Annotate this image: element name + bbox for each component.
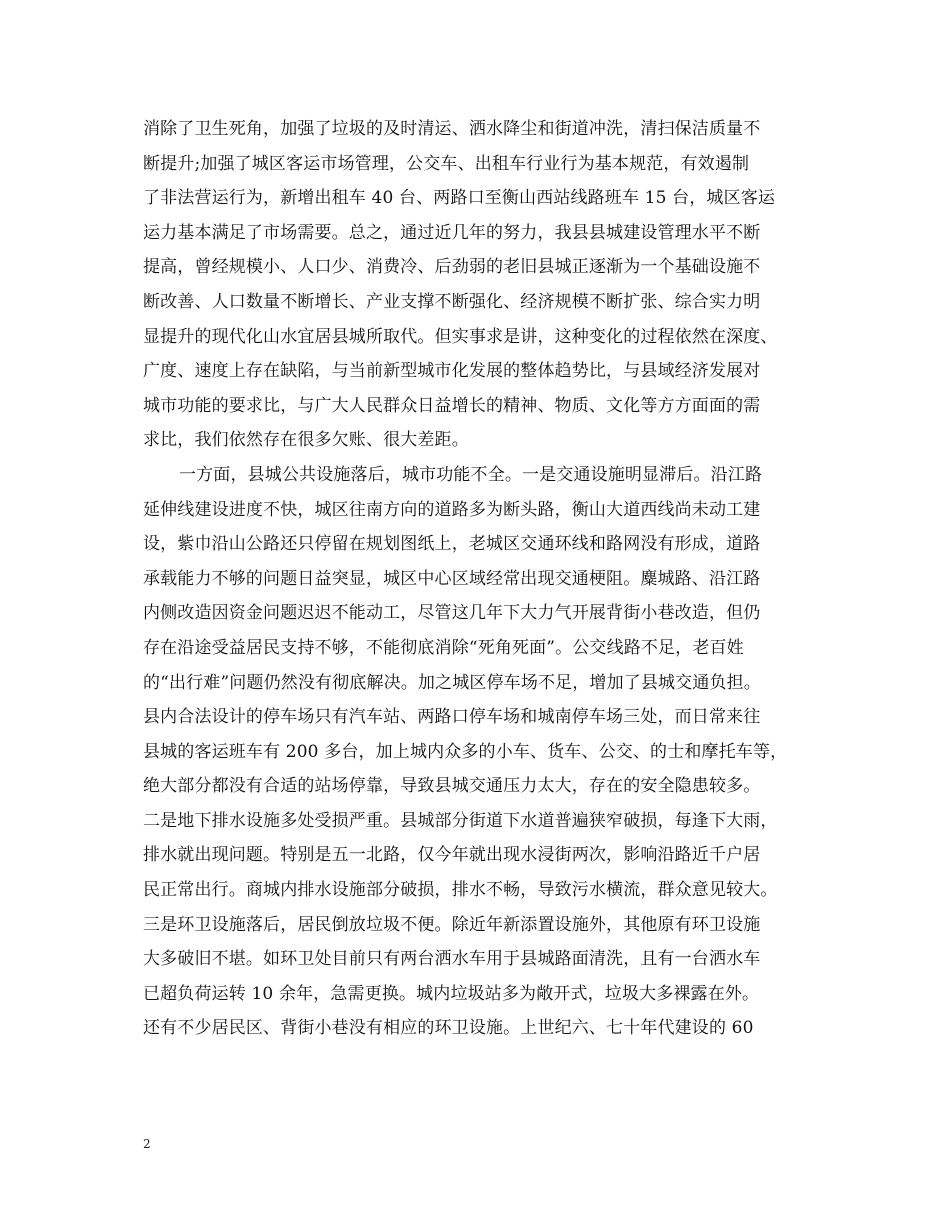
text-line: 设，紫巾沿山公路还只停留在规划图纸上，老城区交通环线和路网没有形成，道路: [143, 534, 761, 555]
text-line: 二是地下排水设施多处受损严重。县城部分街道下水道普遍狭窄破损，每逢下大雨，: [143, 810, 778, 831]
text-line: 的“出行难”问题仍然没有彻底解决。加之城区停车场不足，增加了县城交通负担。: [143, 672, 761, 693]
text-line: 延伸线建设进度不快，城区往南方向的道路多为断头路，衡山大道西线尚未动工建: [143, 499, 761, 520]
text-line: 已超负荷运转 10 余年，急需更换。城内垃圾站多为敞开式，垃圾大多裸露在外。: [143, 983, 760, 1004]
page-number: 2: [143, 1137, 151, 1151]
text-line: 还有不少居民区、背街小巷没有相应的环卫设施。上世纪六、七十年代建设的 60: [143, 1018, 754, 1039]
text-line: 县内合法设计的停车场只有汽车站、两路口停车场和城南停车场三处，而日常来往: [143, 707, 761, 728]
text-line: 内侧改造因资金问题迟迟不能动工，尽管这几年下大力气开展背街小巷改造，但仍: [143, 603, 761, 624]
text-line: 三是环卫设施落后，居民倒放垃圾不便。除近年新添置设施外，其他原有环卫设施: [143, 914, 761, 935]
text-line: 了非法营运行为，新增出租车 40 台、两路口至衡山西站线路班车 15 台，城区客运: [143, 188, 776, 209]
text-line: 县城的客运班车有 200 多台，加上城内众多的小车、货车、公交、的士和摩托车等，: [143, 741, 788, 762]
text-line: 广度、速度上存在缺陷，与当前新型城市化发展的整体趋势比，与县域经济发展对: [143, 361, 761, 382]
text-line: 求比，我们依然存在很多欠账、很大差距。: [143, 430, 469, 451]
text-line: 城市功能的要求比，与广大人民群众日益增长的精神、物质、文化等方方面面的需: [143, 395, 761, 416]
text-line: 运力基本满足了市场需要。总之，通过近几年的努力，我县县城建设管理水平不断: [143, 222, 761, 243]
text-line: 民正常出行。商城内排水设施部分破损，排水不畅，导致污水横流，群众意见较大。: [143, 880, 778, 901]
text-line: 一方面，县城公共设施落后，城市功能不全。一是交通设施明显滞后。沿江路: [179, 464, 763, 485]
body-text: [143, 112, 823, 1046]
text-line: 提高，曾经规模小、人口少、消费冷、后劲弱的老旧县城正逐渐为一个基础设施不: [143, 257, 761, 278]
text-line: 消除了卫生死角，加强了垃圾的及时清运、洒水降尘和街道冲洗，清扫保洁质量不: [143, 119, 761, 139]
text-line: 存在沿途受益居民支持不够，不能彻底消除“死角死面”。公交线路不足，老百姓: [143, 637, 744, 658]
text-line: 显提升的现代化山水宜居县城所取代。但实事求是讲，这种变化的过程依然在深度、: [143, 326, 778, 347]
text-line: 大多破旧不堪。如环卫处目前只有两台洒水车用于县城路面清洗，且有一台洒水车: [143, 949, 761, 970]
text-line: 断改善、人口数量不断增长、产业支撑不断强化、经济规模不断扩张、综合实力明: [143, 291, 761, 312]
text-line: 断提升;加强了城区客运市场管理，公交车、出租车行业行为基本规范，有效遏制: [143, 153, 750, 174]
text-line: 承载能力不够的问题日益突显，城区中心区域经常出现交通梗阻。麋城路、沿江路: [143, 568, 761, 589]
text-line: 排水就出现问题。特别是五一北路，仅今年就出现水浸街两次，影响沿路近千户居: [143, 845, 761, 866]
text-line: 绝大部分都没有合适的站场停靠，导致县城交通压力太大，存在的安全隐患较多。: [143, 776, 761, 797]
